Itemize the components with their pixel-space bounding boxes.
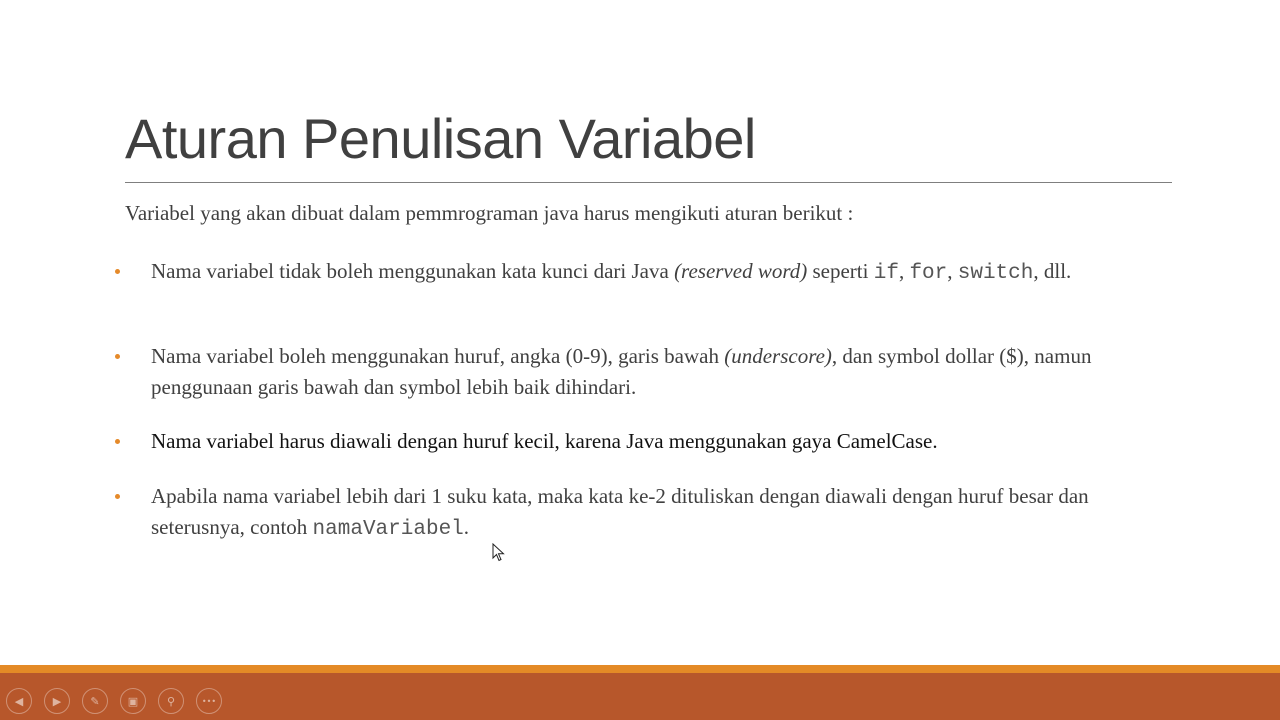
bullet-dot-icon	[115, 269, 120, 274]
previous-slide-button[interactable]	[6, 688, 32, 714]
triangle-right-icon: ▶	[52, 694, 62, 708]
slides-grid-icon: ▣	[127, 694, 139, 708]
title-divider	[125, 182, 1172, 183]
mouse-cursor-icon	[492, 543, 506, 563]
bullet-item-2: Nama variabel boleh menggunakan huruf, angka (0-9), garis bawah (underscore), dan symbol dollar ($), namun penggunaan garis bawah dan symbol lebih baik dihindari.	[151, 341, 1181, 403]
code-switch: switch	[957, 262, 1034, 285]
pen-tool-button[interactable]	[82, 688, 108, 714]
bullet-item-3: Nama variabel harus diawali dengan huruf kecil, karena Java menggunakan gaya CamelCase.	[151, 426, 1181, 457]
next-slide-button[interactable]	[44, 688, 70, 714]
code-if: if	[873, 262, 899, 285]
pen-icon: ✎	[90, 694, 100, 708]
footer-accent-line	[0, 665, 1280, 673]
code-for: for	[909, 262, 948, 285]
slideshow-toolbar	[0, 673, 1280, 720]
triangle-left-icon: ◀	[14, 694, 24, 708]
slide-title: Aturan Penulisan Variabel	[125, 107, 756, 170]
bullet-dot-icon	[115, 439, 120, 444]
see-all-slides-button[interactable]	[120, 688, 146, 714]
bullet-dot-icon	[115, 494, 120, 499]
bullet-item-1: Nama variabel tidak boleh menggunakan kata kunci dari Java (reserved word) seperti if, for, switch, dll.	[151, 256, 1181, 289]
ellipsis-icon: •••	[201, 696, 217, 706]
intro-text: Variabel yang akan dibuat dalam pemmrograman java harus mengikuti aturan berikut :	[125, 201, 854, 225]
bullet-dot-icon	[115, 354, 120, 359]
more-options-button[interactable]	[196, 688, 222, 714]
zoom-button[interactable]	[158, 688, 184, 714]
bullet-item-4: Apabila nama variabel lebih dari 1 suku kata, maka kata ke-2 dituliskan dengan diawali dengan huruf besar dan seterusnya, contoh namaVariabel.	[151, 481, 1181, 545]
code-namavariabel: namaVariabel	[312, 518, 464, 541]
magnifier-icon: ⚲	[166, 694, 176, 708]
